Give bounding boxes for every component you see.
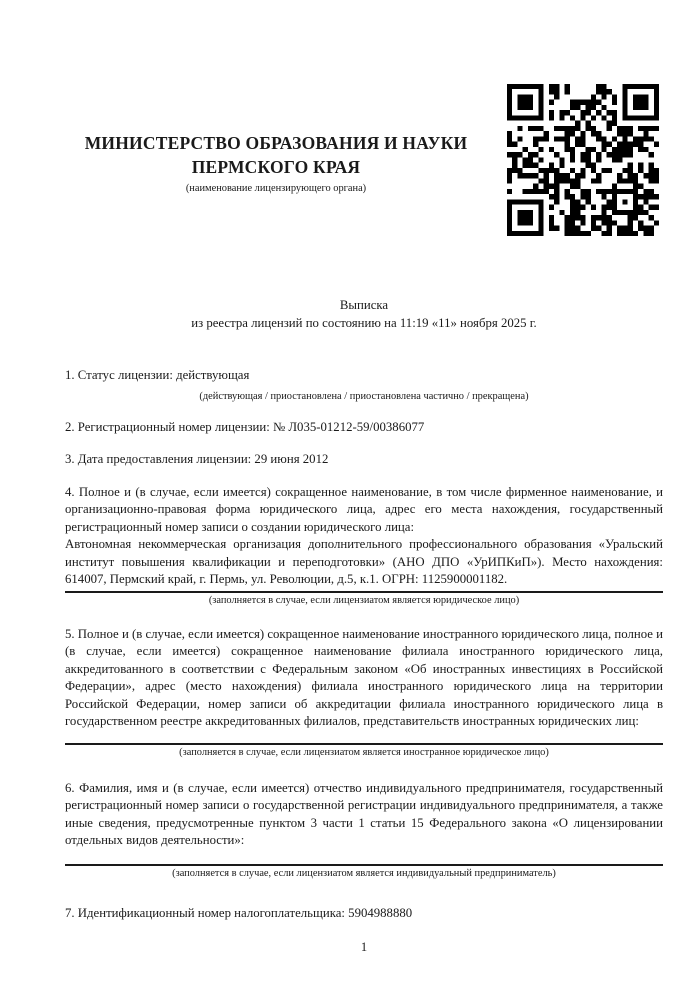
document-header [63,131,489,195]
document-title: Выписка [339,298,389,312]
issuing-authority-line2: ПЕРМСКОГО КРАЯ [191,157,361,177]
legal-entity-heading: 4. Полное и (в случае, если имеется) сокращенное наименование, в том числе фирменное наименование, и организационно-правовая форма юридического лица, адрес его места нахождения, государственный регистрационный номер записи о создании юридического лица: [65,484,663,534]
page-number: 1 [360,940,368,954]
document-date-line: из реестра лицензий по состоянию на 11:19 «11» ноября 2025 г. [191,315,537,330]
entrepreneur-heading: 6. Фамилия, имя и (в случае, если имеется) отчество индивидуального предпринимателя, государственный регистрационный номер записи о государственной регистрации индивидуального предпринимателя, а также иные сведения, предусмотренные пунктом 3 части 1 статьи 15 Федерального закона «О лицензировании отдельных видов деятельности»: [65,780,663,847]
license-grant-date-line: 3. Дата предоставления лицензии: 29 июня 2012 [65,452,329,466]
foreign-entity-fill-line [65,743,663,745]
legal-entity-value: Автономная некоммерческая организация дополнительного профессионального образования «Уральский институт повышения квалификации и переподготовки» (АНО ДПО «УрИПКиП»). Место нахождения: 614007, Пермский край, г. Пермь, ул. Революции, д.5, к.1. ОГРН: 1125900001182. [65,537,663,586]
issuing-authority-line1: МИНИСТЕРСТВО ОБРАЗОВАНИЯ И НАУКИ [84,133,468,153]
license-status-line: 1. Статус лицензии: действующая [65,368,250,382]
issuing-authority-caption: (наименование лицензирующего органа) [185,183,367,194]
foreign-entity-note: (заполняется в случае, если лицензиатом является иностранное юридическое лицо) [179,746,549,758]
license-status-note: (действующая / приостановлена / приостановлена частично / прекращена) [199,390,529,402]
issuing-authority-name [63,131,489,179]
legal-entity-fill-line [65,591,663,593]
legal-entity-note: (заполняется в случае, если лицензиатом является юридическое лицо) [208,594,520,606]
qr-code [507,84,659,236]
document-body [65,297,663,957]
entrepreneur-note: (заполняется в случае, если лицензиатом является индивидуальный предприниматель) [172,867,556,879]
registration-number-line: 2. Регистрационный номер лицензии: № Л035-01212-59/00386077 [65,419,425,434]
entrepreneur-fill-line [65,864,663,866]
taxpayer-id-line: 7. Идентификационный номер налогоплательщика: 5904988880 [65,905,413,920]
foreign-entity-heading: 5. Полное и (в случае, если имеется) сокращенное наименование иностранного юридического лица, полное и (в случае, если имеется) сокращенное наименование филиала иностранного юридического лица, аккредитованного в соответствии с Федеральным законом «Об иностранных инвестициях в Российской Федерации», адрес (место нахождения) филиала иностранного юридического лица на территории Российской Федерации, номер записи об аккредитации филиала иностранного юридического лица в государственном реестре аккредитованных филиалов, представительств иностранных юридических лиц: [65,626,663,728]
